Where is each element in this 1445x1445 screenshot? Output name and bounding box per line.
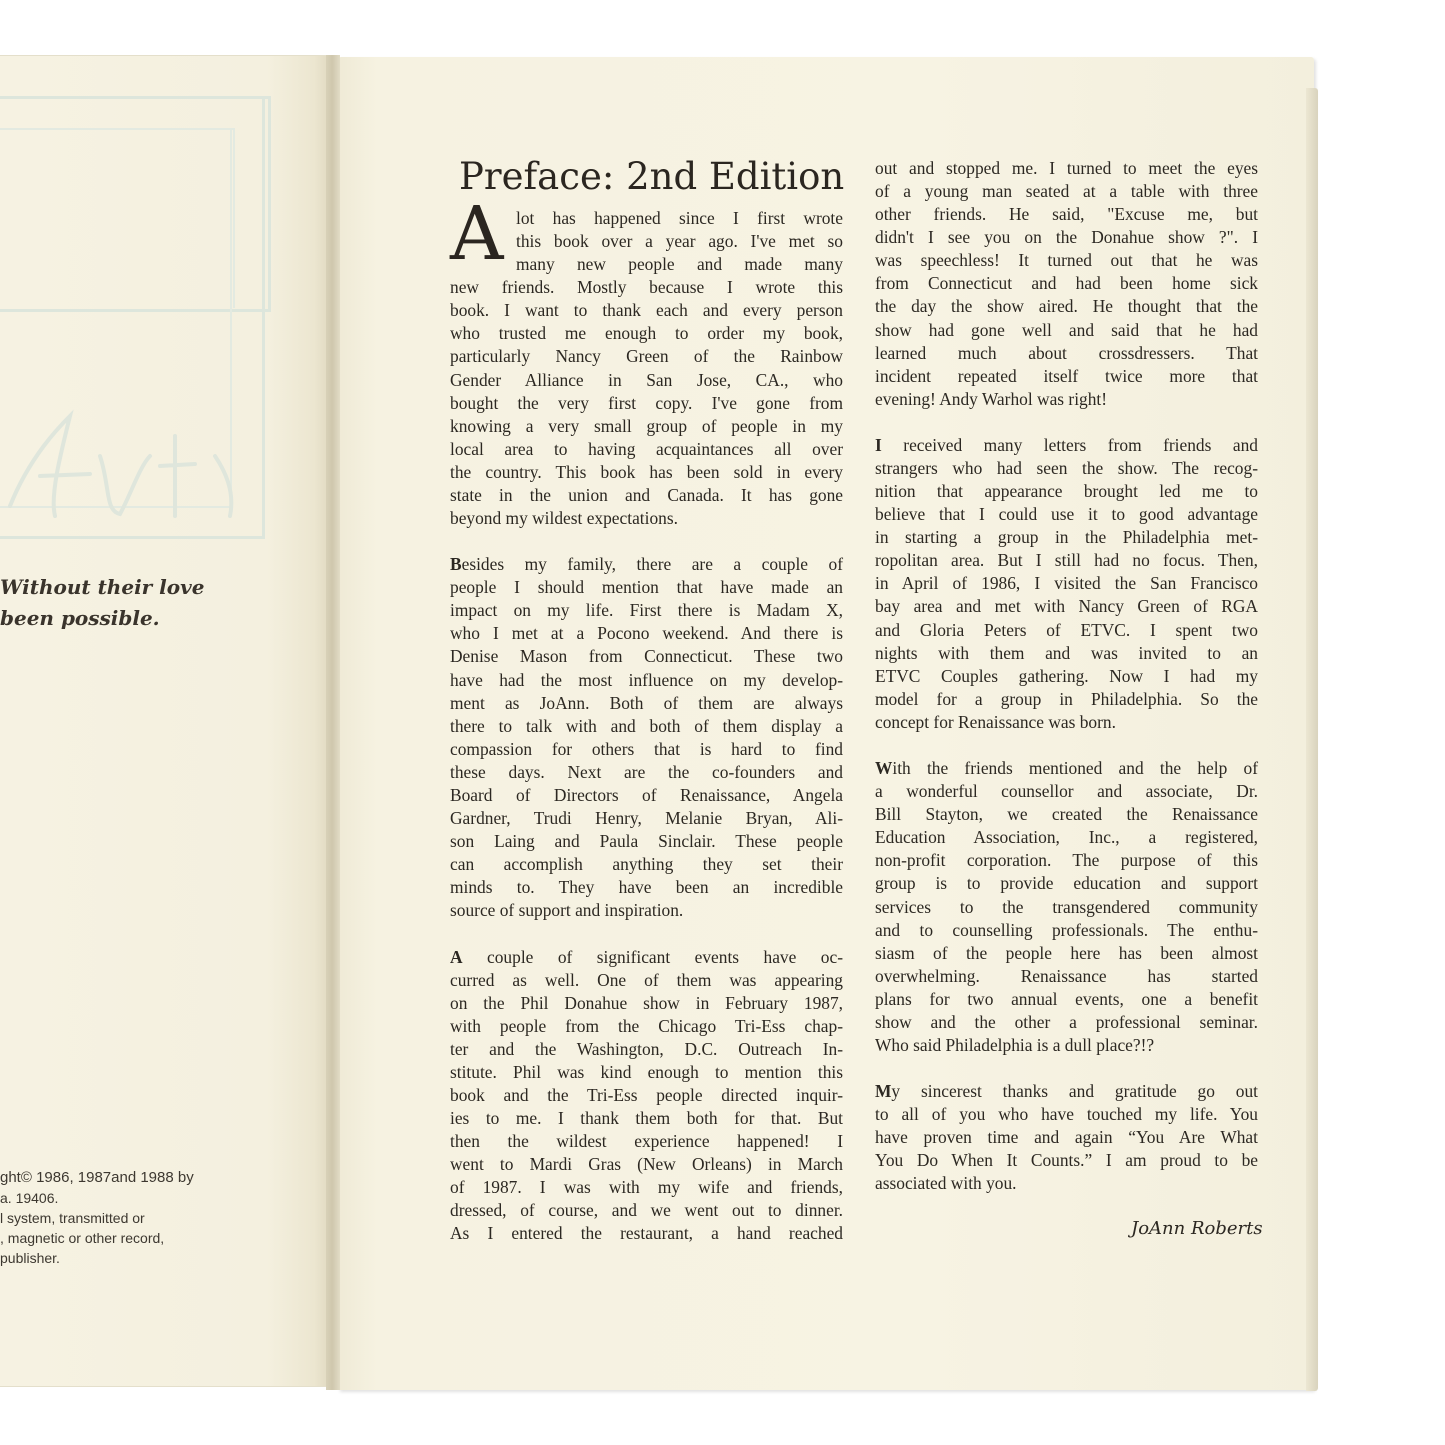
text-line: son Laing and Paula Sinclair. These people bbox=[450, 831, 843, 852]
text-line: of 1987. I was with my wife and friends, bbox=[450, 1177, 843, 1198]
text-line: Gender Alliance in San Jose, CA., who bbox=[450, 369, 843, 390]
text-line: and to counselling professionals. The enthu- bbox=[875, 919, 1258, 940]
text-line: siasm of the people here has been almost bbox=[875, 942, 1258, 963]
text-line: this book over a year ago. I've met so bbox=[516, 231, 843, 252]
page-edge bbox=[1306, 88, 1318, 1391]
text-line: bought the very first copy. I've gone from bbox=[450, 392, 843, 413]
copyright-line: ght© 1986, 1987and 1988 by bbox=[0, 1169, 194, 1186]
text-line: source of support and inspiration. bbox=[450, 900, 684, 921]
text-line: particularly Nancy Green of the Rainbow bbox=[450, 346, 843, 367]
copyright-line: l system, transmitted or bbox=[0, 1210, 145, 1226]
text-line: ETVC Couples gathering. Now I had my bbox=[875, 665, 1258, 686]
text-line: services to the transgendered community bbox=[875, 896, 1258, 917]
dedication-line: Without their love bbox=[0, 575, 205, 599]
text-line bbox=[875, 434, 1258, 457]
text-line: state in the union and Canada. It has gone bbox=[450, 484, 843, 505]
text-line: Education Association, Inc., a registered, bbox=[875, 827, 1258, 848]
text-line: dressed, of course, and we went out to dinner. bbox=[450, 1200, 843, 1221]
text-line: nights with them and was invited to an bbox=[875, 642, 1258, 663]
paragraph-lead-letter: W bbox=[875, 758, 893, 779]
text-line: local area to having acquaintances all over bbox=[450, 438, 843, 459]
text-line: beyond my wildest expectations. bbox=[450, 508, 678, 529]
paragraph-lead-letter: B bbox=[450, 554, 462, 575]
text-line: lot has happened since I first wrote bbox=[516, 208, 843, 228]
text-line: show and the other a professional seminar. bbox=[875, 1011, 1258, 1032]
text-line: stitute. Phil was kind enough to mention this bbox=[450, 1061, 843, 1082]
text-column-left bbox=[450, 207, 843, 1246]
text-line: believe that I could use it to good advantage bbox=[875, 504, 1258, 525]
text-line: ter and the Washington, D.C. Outreach In- bbox=[450, 1038, 843, 1059]
text-line: minds to. They have been an incredible bbox=[450, 877, 843, 898]
text-line: these days. Next are the co-founders and bbox=[450, 761, 843, 782]
paragraph-lead-letter: I bbox=[875, 434, 882, 455]
text-line: in April of 1986, I visited the San Francisco bbox=[875, 573, 1258, 594]
text-line: knowing a very small group of people in my bbox=[450, 415, 843, 436]
book-gutter bbox=[326, 55, 340, 1390]
text-line: Denise Mason from Connecticut. These two bbox=[450, 646, 843, 667]
copyright-line: , magnetic or other record, bbox=[0, 1230, 165, 1246]
text-line: learned much about crossdressers. That bbox=[875, 342, 1258, 363]
text-column-right bbox=[875, 157, 1258, 1196]
text-line: people I should mention that have made an bbox=[450, 577, 843, 598]
text-line: of a young man seated at a table with three bbox=[875, 181, 1258, 202]
copyright-line: publisher. bbox=[0, 1250, 60, 1266]
text-line: evening! Andy Warhol was right! bbox=[875, 388, 1108, 409]
text-line: many new people and made many bbox=[516, 254, 843, 275]
text-line: As I entered the restaurant, a hand reached bbox=[450, 1223, 843, 1244]
drop-cap: A bbox=[450, 191, 504, 277]
decorative-frame-side bbox=[262, 96, 265, 539]
text-line: ropolitan area. But I still had no focus. Then, bbox=[875, 550, 1258, 571]
text-line: was speechless! It turned out that he was bbox=[875, 250, 1258, 271]
text-line: and Gloria Peters of ETVC. I spent two bbox=[875, 619, 1258, 640]
text-line: the day the show aired. He thought that the bbox=[875, 296, 1258, 317]
page-title: Preface: 2nd Edition bbox=[459, 155, 845, 198]
decorative-frame-inner bbox=[0, 128, 235, 308]
text-line: on the Phil Donahue show in February 1987, bbox=[450, 992, 843, 1013]
dedication-text bbox=[0, 572, 330, 634]
text-line: the country. This book has been sold in every bbox=[450, 461, 843, 482]
faded-script-lettering bbox=[0, 396, 250, 536]
text-line: went to Mardi Gras (New Orleans) in March bbox=[450, 1154, 843, 1175]
text-line bbox=[875, 1080, 1258, 1103]
text-line: nition that appearance brought led me to bbox=[875, 481, 1258, 502]
paragraph-gap bbox=[875, 1057, 1258, 1080]
text-line: then the wildest experience happened! I bbox=[450, 1131, 843, 1152]
text-line-body: y sincerest thanks and gratitude go out bbox=[891, 1081, 1258, 1102]
text-line: Gardner, Trudi Henry, Melanie Bryan, Ali- bbox=[450, 808, 843, 829]
text-line: incident repeated itself twice more that bbox=[875, 365, 1258, 386]
text-line-body: received many letters from friends and bbox=[881, 434, 1258, 455]
text-line: compassion for others that is hard to find bbox=[450, 738, 843, 759]
text-line: there to talk with and both of them display a bbox=[450, 715, 843, 736]
text-line: other friends. He said, "Excuse me, but bbox=[875, 204, 1258, 225]
text-line: associated with you. bbox=[875, 1173, 1017, 1194]
text-line bbox=[450, 553, 843, 576]
text-line: with people from the Chicago Tri-Ess chap- bbox=[450, 1015, 843, 1036]
text-line-body: ith the friends mentioned and the help of bbox=[892, 758, 1258, 779]
text-line: show had gone well and said that he had bbox=[875, 319, 1258, 340]
text-line: strangers who had seen the show. The recog- bbox=[875, 458, 1258, 479]
text-line: out and stopped me. I turned to meet the eyes bbox=[875, 158, 1258, 178]
author-signature: JoAnn Roberts bbox=[1131, 1218, 1263, 1239]
text-line: from Connecticut and had been home sick bbox=[875, 273, 1258, 294]
paragraph-gap bbox=[875, 411, 1258, 434]
text-line: can accomplish anything they set their bbox=[450, 854, 843, 875]
text-line: group is to provide education and support bbox=[875, 873, 1258, 894]
paragraph-gap bbox=[450, 922, 843, 945]
text-line: ies to me. I thank them both for that. But bbox=[450, 1108, 843, 1129]
text-line: who trusted me enough to order my book, bbox=[450, 323, 843, 344]
copyright-notice bbox=[0, 1168, 330, 1268]
paragraph-lead-letter: A bbox=[450, 946, 463, 967]
text-line: book. I want to thank each and every person bbox=[450, 300, 843, 321]
text-line: didn't I see you on the Donahue show ?". I bbox=[875, 227, 1258, 248]
text-line: to all of you who have touched my life. You bbox=[875, 1104, 1258, 1125]
text-line: book and the Tri-Ess people directed inquir- bbox=[450, 1084, 843, 1105]
text-line: Board of Directors of Renaissance, Angela bbox=[450, 784, 843, 805]
left-page bbox=[0, 55, 334, 1387]
text-line bbox=[450, 946, 843, 969]
text-line: ment as JoAnn. Both of them are always bbox=[450, 692, 843, 713]
text-line: overwhelming. Renaissance has started bbox=[875, 965, 1258, 986]
decorative-frame-bottom bbox=[0, 536, 265, 539]
text-line: in starting a group in the Philadelphia met- bbox=[875, 527, 1258, 548]
text-line: bay area and met with Nancy Green of RGA bbox=[875, 596, 1258, 617]
text-line: Bill Stayton, we created the Renaissance bbox=[875, 804, 1258, 825]
text-line: Who said Philadelphia is a dull place?!? bbox=[875, 1034, 1155, 1055]
text-line-body: couple of significant events have oc- bbox=[462, 946, 843, 967]
text-line: impact on my life. First there is Madam X, bbox=[450, 600, 843, 621]
text-line: have proven time and again “You Are What bbox=[875, 1127, 1258, 1148]
text-line: You Do When It Counts.” I am proud to be bbox=[875, 1150, 1258, 1171]
paragraph-lead-letter: M bbox=[875, 1081, 892, 1102]
dedication-line: been possible. bbox=[0, 606, 160, 630]
paragraph-gap bbox=[875, 734, 1258, 757]
text-line: plans for two annual events, one a benefit bbox=[875, 988, 1258, 1009]
text-line: non-profit corporation. The purpose of this bbox=[875, 850, 1258, 871]
paragraph-gap bbox=[450, 530, 843, 553]
copyright-line: a. 19406. bbox=[0, 1190, 59, 1206]
text-line: a wonderful counsellor and associate, Dr. bbox=[875, 781, 1258, 802]
text-line: curred as well. One of them was appearing bbox=[450, 969, 843, 990]
text-line: model for a group in Philadelphia. So the bbox=[875, 688, 1258, 709]
text-line: concept for Renaissance was born. bbox=[875, 711, 1116, 732]
text-line: have had the most influence on my develop- bbox=[450, 669, 843, 690]
text-line: who I met at a Pocono weekend. And there is bbox=[450, 623, 843, 644]
text-line-body: esides my family, there are a couple of bbox=[461, 554, 843, 575]
text-line bbox=[875, 757, 1258, 780]
text-line: new friends. Mostly because I wrote this bbox=[450, 277, 843, 298]
